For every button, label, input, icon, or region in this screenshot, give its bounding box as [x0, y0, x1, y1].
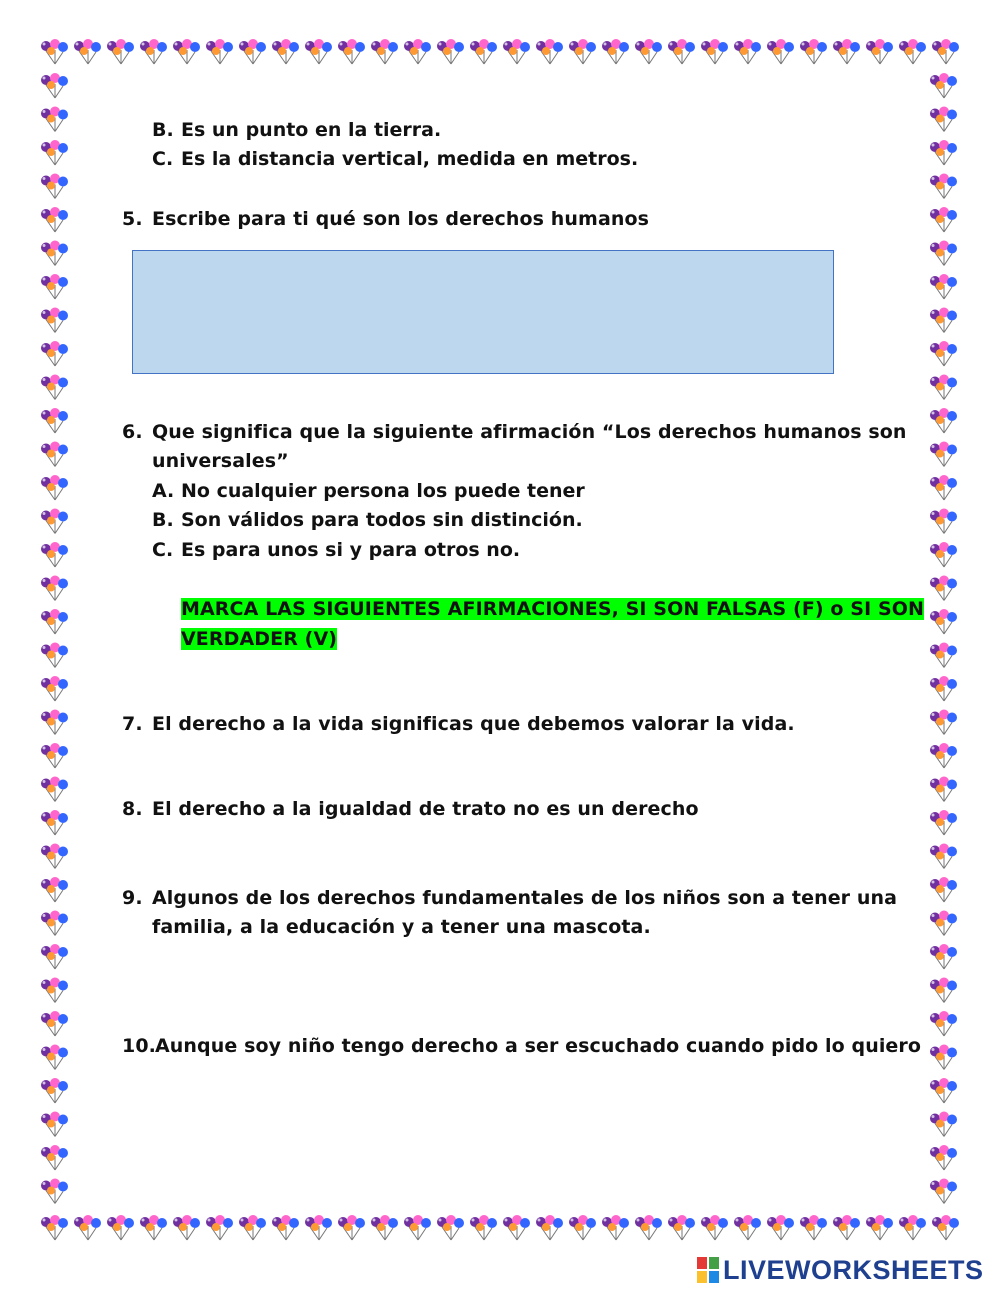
balloon-icon	[239, 39, 266, 64]
balloon-icon	[866, 1215, 893, 1240]
balloon-icon	[41, 978, 68, 1003]
balloon-icon	[206, 39, 233, 64]
balloon-icon	[930, 1045, 957, 1070]
balloon-icon	[338, 1215, 365, 1240]
balloon-icon	[41, 576, 68, 601]
question-10-text: Aunque soy niño tengo derecho a ser escuchado cuando pido lo quiero	[155, 1035, 922, 1057]
balloon-icon	[930, 73, 957, 98]
balloon-icon	[930, 107, 957, 132]
balloon-icon	[930, 1078, 957, 1103]
balloon-icon	[701, 1215, 728, 1240]
balloon-icon	[41, 542, 68, 567]
q6-option-a-letter: A.	[152, 480, 175, 502]
balloon-icon	[930, 274, 957, 299]
instruction-line1: MARCA LAS SIGUIENTES AFIRMACIONES, SI SON FALSAS (F) o SI SON	[181, 598, 924, 620]
balloon-icon	[536, 1215, 563, 1240]
balloon-icon	[800, 39, 827, 64]
balloon-icon	[930, 877, 957, 902]
balloon-icon	[930, 207, 957, 232]
answer-text-box[interactable]	[132, 250, 834, 374]
balloon-icon	[930, 375, 957, 400]
balloon-icon	[930, 643, 957, 668]
balloon-icon	[371, 1215, 398, 1240]
balloon-icon	[41, 475, 68, 500]
balloon-icon	[41, 643, 68, 668]
balloon-icon	[41, 442, 68, 467]
balloon-icon	[930, 475, 957, 500]
balloon-icon	[41, 609, 68, 634]
balloon-icon	[899, 1215, 926, 1240]
balloon-icon	[404, 39, 431, 64]
balloon-icon	[272, 1215, 299, 1240]
q4-option-c[interactable]: Es la distancia vertical, medida en metros.	[181, 148, 639, 170]
balloon-icon	[930, 844, 957, 869]
question-6-text-line1: Que significa que la siguiente afirmación “Los derechos humanos son	[152, 421, 907, 443]
balloon-icon	[305, 39, 332, 64]
balloon-icon	[437, 1215, 464, 1240]
balloon-icon	[833, 1215, 860, 1240]
balloon-icon	[734, 1215, 761, 1240]
balloon-icon	[41, 39, 68, 64]
balloon-icon	[470, 1215, 497, 1240]
balloon-icon	[536, 39, 563, 64]
balloon-icon	[668, 1215, 695, 1240]
question-6-number: 6.	[122, 421, 143, 443]
liveworksheets-logo-icon	[697, 1257, 719, 1283]
balloon-icon	[470, 39, 497, 64]
q4-option-c-letter: C.	[152, 148, 174, 170]
balloon-icon	[41, 1215, 68, 1240]
balloon-icon	[930, 241, 957, 266]
question-9-text-line1: Algunos de los derechos fundamentales de los niños son a tener una	[152, 887, 898, 909]
balloon-icon	[173, 1215, 200, 1240]
balloon-icon	[41, 676, 68, 701]
balloon-icon	[930, 743, 957, 768]
balloon-icon	[107, 1215, 134, 1240]
balloon-icon	[41, 1045, 68, 1070]
balloon-icon	[41, 944, 68, 969]
balloon-icon	[338, 39, 365, 64]
question-5-number: 5.	[122, 208, 143, 230]
balloon-icon	[41, 274, 68, 299]
q4-option-b[interactable]: Es un punto en la tierra.	[181, 119, 442, 141]
balloon-icon	[41, 1179, 68, 1204]
balloon-icon	[833, 39, 860, 64]
balloon-icon	[41, 710, 68, 735]
balloon-icon	[305, 1215, 332, 1240]
balloon-icon	[41, 308, 68, 333]
balloon-icon	[930, 174, 957, 199]
balloon-icon	[404, 1215, 431, 1240]
q6-option-b-letter: B.	[152, 509, 174, 531]
balloon-icon	[41, 73, 68, 98]
balloon-icon	[41, 375, 68, 400]
balloon-icon	[930, 1179, 957, 1204]
balloon-icon	[930, 140, 957, 165]
question-9-number: 9.	[122, 887, 143, 909]
balloon-icon	[899, 39, 926, 64]
question-8-number: 8.	[122, 798, 143, 820]
question-6-text-line2: universales”	[152, 450, 289, 472]
balloon-icon	[41, 1145, 68, 1170]
balloon-icon	[930, 710, 957, 735]
balloon-icon	[930, 542, 957, 567]
balloon-icon	[41, 911, 68, 936]
balloon-icon	[41, 341, 68, 366]
q6-option-b[interactable]: Son válidos para todos sin distinción.	[181, 509, 583, 531]
balloon-icon	[767, 39, 794, 64]
balloon-icon	[930, 676, 957, 701]
balloon-icon	[930, 576, 957, 601]
balloon-icon	[41, 1112, 68, 1137]
balloon-icon	[569, 1215, 596, 1240]
balloon-icon	[74, 39, 101, 64]
balloon-icon	[41, 1011, 68, 1036]
balloon-icon	[930, 810, 957, 835]
balloon-icon	[41, 743, 68, 768]
question-8-text: El derecho a la igualdad de trato no es un derecho	[152, 798, 699, 820]
balloon-icon	[930, 341, 957, 366]
balloon-icon	[932, 1215, 959, 1240]
balloon-icon	[569, 39, 596, 64]
balloon-icon	[437, 39, 464, 64]
balloon-icon	[41, 810, 68, 835]
q6-option-c[interactable]: Es para unos si y para otros no.	[181, 539, 521, 561]
balloon-icon	[734, 39, 761, 64]
balloon-icon	[41, 1078, 68, 1103]
balloon-icon	[206, 1215, 233, 1240]
balloon-icon	[41, 877, 68, 902]
balloon-icon	[930, 1112, 957, 1137]
balloon-icon	[41, 509, 68, 534]
balloon-icon	[635, 1215, 662, 1240]
balloon-icon	[503, 1215, 530, 1240]
balloon-icon	[74, 1215, 101, 1240]
balloon-icon	[41, 844, 68, 869]
q6-option-c-letter: C.	[152, 539, 174, 561]
balloon-icon	[140, 1215, 167, 1240]
question-9-text-line2: familia, a la educación y a tener una mascota.	[152, 916, 651, 938]
balloon-icon	[635, 39, 662, 64]
balloon-icon	[140, 39, 167, 64]
q4-option-b-letter: B.	[152, 119, 174, 141]
balloon-icon	[41, 777, 68, 802]
balloon-icon	[107, 39, 134, 64]
balloon-icon	[930, 509, 957, 534]
question-10-number: 10.	[122, 1035, 156, 1057]
balloon-icon	[932, 39, 959, 64]
balloon-icon	[930, 911, 957, 936]
balloon-icon	[41, 207, 68, 232]
balloon-icon	[41, 408, 68, 433]
balloon-icon	[930, 944, 957, 969]
balloon-icon	[930, 609, 957, 634]
balloon-icon	[602, 1215, 629, 1240]
balloon-icon	[930, 1011, 957, 1036]
question-7-text: El derecho a la vida significas que debemos valorar la vida.	[152, 713, 795, 735]
balloon-icon	[930, 1145, 957, 1170]
balloon-icon	[272, 39, 299, 64]
balloon-icon	[41, 107, 68, 132]
question-7-number: 7.	[122, 713, 143, 735]
balloon-icon	[767, 1215, 794, 1240]
balloon-icon	[930, 442, 957, 467]
balloon-icon	[930, 408, 957, 433]
balloon-icon	[41, 174, 68, 199]
balloon-icon	[41, 241, 68, 266]
balloon-icon	[701, 39, 728, 64]
balloon-icon	[800, 1215, 827, 1240]
balloon-icon	[371, 39, 398, 64]
balloon-icon	[866, 39, 893, 64]
balloon-icon	[930, 978, 957, 1003]
balloon-icon	[668, 39, 695, 64]
question-5-text: Escribe para ti qué son los derechos humanos	[152, 208, 650, 230]
q6-option-a[interactable]: No cualquier persona los puede tener	[181, 480, 585, 502]
liveworksheets-brand: LIVEWORKSHEETS	[723, 1254, 984, 1285]
balloon-icon	[602, 39, 629, 64]
balloon-icon	[930, 308, 957, 333]
instruction-line2: VERDADER (V)	[181, 628, 338, 650]
balloon-icon	[239, 1215, 266, 1240]
balloon-icon	[503, 39, 530, 64]
balloon-icon	[173, 39, 200, 64]
liveworksheets-logo[interactable]	[697, 1253, 984, 1287]
balloon-icon	[41, 140, 68, 165]
balloon-icon	[930, 777, 957, 802]
